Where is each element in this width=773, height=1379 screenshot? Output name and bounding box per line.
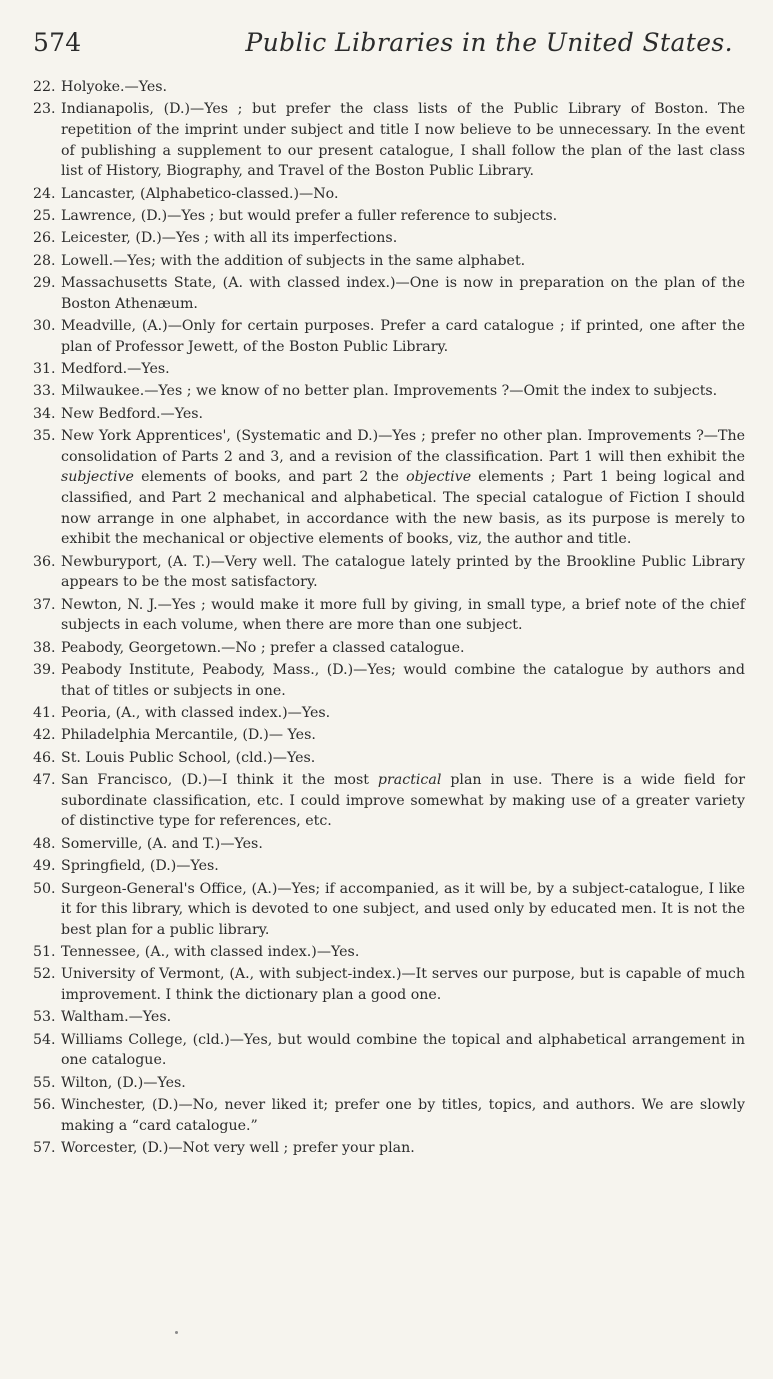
entry-number: 28. — [33, 252, 56, 269]
entry-number: 49. — [33, 858, 56, 875]
entry-text: Meadville, (A.)—Only for certain purposes. Prefer a card catalogue ; if printed, one after the plan of Professor Jewett, of the Boston Public Library. — [61, 318, 745, 355]
page-header — [33, 28, 733, 68]
entry-text: Tennessee, (A., with classed index.)—Yes. — [61, 944, 360, 961]
entry-number: 22. — [33, 79, 56, 95]
entry-number: 34. — [33, 405, 56, 422]
running-title: Public Libraries in the United States. — [245, 28, 733, 57]
italic-word: subjective — [61, 469, 134, 486]
entry-text: Surgeon-General's Office, (A.)—Yes; if accompanied, as it will be, by a subject-catalogue, I like it for this library, which is devoted to one subject, and used only by educated men. It is not the best plan for a public library. — [61, 880, 745, 938]
entry-text: Milwaukee.—Yes ; we know of no better plan. Improvements ?—Omit the index to subjects. — [61, 383, 718, 400]
entry-46 — [33, 748, 745, 769]
entry-number: 31. — [33, 361, 56, 378]
entry-57 — [33, 1138, 745, 1159]
entry-text: Massachusetts State, (A. with classed index.)—One is now in preparation on the plan of the Boston Athenæum. — [61, 275, 745, 312]
entry-39 — [33, 660, 745, 701]
entry-text-part: New York Apprentices', (Systematic and D.)—Yes ; prefer no other plan. Improvements ?—The consolidation of Parts 2 and 3, and a revision of the classification. Part 1 will then exhibit the — [61, 428, 745, 465]
entry-number: 23. — [33, 101, 56, 118]
entry-number: 29. — [33, 275, 56, 292]
entry-56 — [33, 1095, 745, 1136]
entry-35 — [33, 426, 745, 550]
entry-text: Indianapolis, (D.)—Yes ; but prefer the class lists of the Public Library of Boston. The repetition of the imprint under subject and title I now believe to be unnecessary. In the event of publishing a supplement to our present catalogue, I shall follow the plan of the last class list of History, Biography, and Travel of the Boston Public Library. — [61, 101, 745, 180]
entry-24 — [33, 184, 745, 205]
entry-36 — [33, 552, 745, 593]
entry-29 — [33, 273, 745, 314]
entry-number: 48. — [33, 835, 56, 852]
entry-25 — [33, 206, 745, 227]
entry-50 — [33, 879, 745, 941]
entry-number: 25. — [33, 207, 56, 224]
entry-text: Wilton, (D.)—Yes. — [61, 1074, 186, 1091]
entry-text: Springfield, (D.)—Yes. — [61, 858, 219, 875]
entry-30 — [33, 316, 745, 357]
entry-text — [61, 770, 745, 832]
entry-number: 26. — [33, 230, 56, 247]
entry-text: Newton, N. J.—Yes ; would make it more full by giving, in small type, a brief note of the chief subjects in each volume, when there are more than one subject. — [61, 596, 745, 634]
entry-text — [61, 426, 745, 550]
entry-text-part: elements ; Part 1 being logical and classified, and Part 2 mechanical and alphabetical. The special catalogue of Fiction I should now arrange in one alphabet, in accordance with the new basis, as its purpose is merely to exhibit the mechanical or objective elements of books, viz, the author and title. — [61, 469, 745, 548]
entry-text: Holyoke.—Yes. — [61, 79, 168, 95]
entry-number: 42. — [33, 727, 56, 744]
entry-number: 35. — [33, 428, 56, 445]
entry-53 — [33, 1007, 745, 1028]
entry-49 — [33, 856, 745, 877]
entry-47 — [33, 770, 745, 832]
entry-text: Peoria, (A., with classed index.)—Yes. — [61, 704, 331, 721]
entry-55 — [33, 1073, 745, 1094]
entry-33 — [33, 381, 745, 402]
print-speck — [175, 1331, 178, 1334]
entry-number: 51. — [33, 944, 56, 961]
entry-number: 30. — [33, 318, 56, 335]
entry-number: 24. — [33, 185, 56, 202]
entry-text: Worcester, (D.)—Not very well ; prefer your plan. — [61, 1140, 415, 1157]
entry-23 — [33, 99, 745, 181]
entry-text: University of Vermont, (A., with subject-index.)—It serves our purpose, but is capable of much improvement. I think the dictionary plan a good one. — [61, 966, 745, 1004]
entry-text: Peabody Institute, Peabody, Mass., (D.)—Yes; would combine the catalogue by authors and that of titles or subjects in one. — [61, 661, 745, 699]
entry-text: Medford.—Yes. — [61, 361, 170, 378]
entry-number: 46. — [33, 749, 56, 766]
entry-text: Waltham.—Yes. — [61, 1009, 172, 1026]
entry-text: Lawrence, (D.)—Yes ; but would prefer a fuller reference to subjects. — [61, 207, 558, 224]
entry-text: Lowell.—Yes; with the addition of subjects in the same alphabet. — [61, 252, 526, 269]
entry-number: 39. — [33, 661, 56, 678]
entry-number: 54. — [33, 1031, 56, 1048]
entry-number: 41. — [33, 704, 56, 721]
entry-number: 33. — [33, 383, 56, 400]
entry-54 — [33, 1030, 745, 1071]
entry-number: 38. — [33, 639, 56, 656]
entry-text-part: San Francisco, (D.)—I think it the most — [61, 772, 378, 789]
entry-text-part: elements of books, and part 2 the — [133, 469, 407, 486]
entry-text: Philadelphia Mercantile, (D.)— Yes. — [61, 727, 316, 744]
italic-word: objective — [406, 469, 472, 486]
page-number: 574 — [33, 28, 82, 57]
entry-38 — [33, 638, 745, 659]
entry-number: 36. — [33, 553, 56, 570]
entry-text: Peabody, Georgetown.—No ; prefer a classed catalogue. — [61, 639, 465, 656]
entry-text: Somerville, (A. and T.)—Yes. — [61, 835, 263, 852]
entry-41 — [33, 703, 745, 724]
entry-22 — [33, 77, 745, 98]
entry-number: 56. — [33, 1097, 56, 1114]
entry-text-part: plan in use. There is a wide field for subordinate classification, etc. I could improve somewhat by making use of a greater variety of distinctive type for references, etc. — [61, 772, 746, 830]
entry-31 — [33, 359, 745, 380]
entry-number: 57. — [33, 1140, 56, 1157]
entry-number: 52. — [33, 966, 56, 983]
entry-42 — [33, 725, 745, 746]
entry-text: New Bedford.—Yes. — [61, 405, 204, 422]
entry-number: 55. — [33, 1074, 56, 1091]
entry-text: Winchester, (D.)—No, never liked it; prefer one by titles, topics, and authors. We are slowly making a “card catalogue.” — [61, 1097, 745, 1134]
entry-48 — [33, 834, 745, 855]
entry-text: Newburyport, (A. T.)—Very well. The catalogue lately printed by the Brookline Public Library appears to be the most satisfactory. — [61, 553, 745, 591]
entry-51 — [33, 942, 745, 963]
entry-28 — [33, 251, 745, 272]
entry-52 — [33, 964, 745, 1005]
entry-text: Williams College, (cld.)—Yes, but would combine the topical and alphabetical arrangement in one catalogue. — [61, 1031, 745, 1069]
entry-text: Leicester, (D.)—Yes ; with all its imperfections. — [61, 230, 398, 247]
entry-text: St. Louis Public School, (cld.)—Yes. — [61, 749, 316, 766]
entry-26 — [33, 228, 745, 249]
entry-37 — [33, 595, 745, 636]
entry-number: 50. — [33, 880, 56, 897]
italic-word: practical — [377, 772, 442, 789]
entry-number: 37. — [33, 596, 56, 613]
entry-34 — [33, 404, 745, 425]
entries-list — [33, 77, 745, 1161]
entry-number: 47. — [33, 772, 56, 789]
entry-number: 53. — [33, 1009, 56, 1026]
entry-text: Lancaster, (Alphabetico-classed.)—No. — [61, 185, 339, 202]
